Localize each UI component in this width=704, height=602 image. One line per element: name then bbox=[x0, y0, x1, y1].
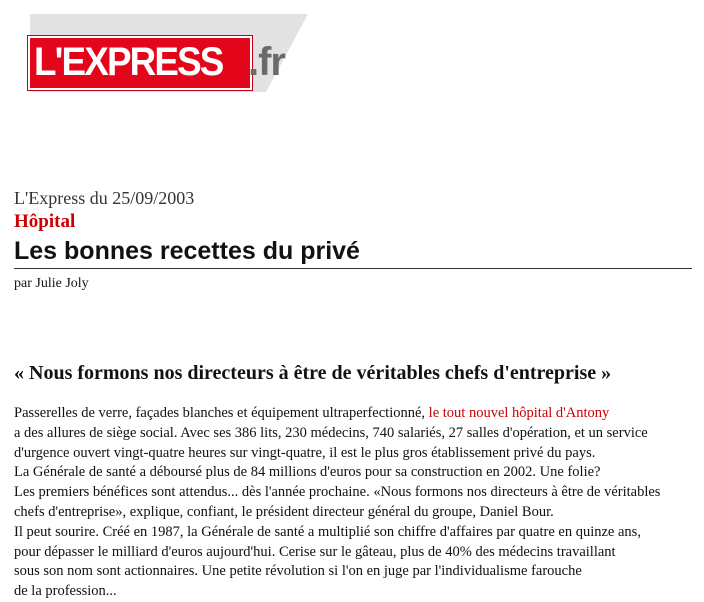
body-line: a des allures de siège social. Avec ses 386 lits, 230 médecins, 740 salariés, 27 salles d'opération, et un service bbox=[14, 424, 648, 441]
body-line: La Générale de santé a déboursé plus de 84 millions d'euros pour sa construction en 2002. Une folie? bbox=[14, 464, 601, 481]
article-headline: Les bonnes recettes du privé bbox=[14, 236, 692, 269]
body-line: de la profession... bbox=[14, 583, 117, 600]
body-line bbox=[14, 404, 704, 424]
site-logo[interactable] bbox=[26, 14, 308, 92]
logo-wordmark: L'EXPRESS bbox=[34, 40, 223, 84]
article-dateline: L'Express du 25/09/2003 bbox=[14, 188, 195, 208]
body-line-text: Passerelles de verre, façades blanches et équipement ultraperfectionné, bbox=[14, 405, 426, 421]
body-line: d'urgence ouvert vingt-quatre heures sur vingt-quatre, il est le plus gros établissement privé du pays. bbox=[14, 444, 596, 461]
logo-domain-suffix: .fr bbox=[248, 40, 285, 84]
article-pullquote: « Nous formons nos directeurs à être de véritables chefs d'entreprise » bbox=[14, 362, 612, 384]
body-line: Les premiers bénéfices sont attendus... dès l'année prochaine. «Nous formons nos directeurs à être de véritables bbox=[14, 484, 661, 501]
body-line: sous son nom sont actionnaires. Une petite révolution si l'on en juge par l'individualisme farouche bbox=[14, 563, 582, 580]
article-rubric: Hôpital bbox=[14, 211, 76, 232]
antony-hospital-link[interactable]: le tout nouvel hôpital d'Antony bbox=[428, 405, 610, 421]
article-byline: par Julie Joly bbox=[14, 276, 89, 291]
body-line: Il peut sourire. Créé en 1987, la Générale de santé a multiplié son chiffre d'affaires par quatre en quinze ans, bbox=[14, 523, 641, 540]
body-line: chefs d'entreprise», explique, confiant, le président directeur général du groupe, Daniel Bour. bbox=[14, 503, 554, 520]
article-body bbox=[14, 404, 704, 602]
body-line: pour dépasser le milliard d'euros aujourd'hui. Cerise sur le gâteau, plus de 40% des médecins travaillant bbox=[14, 543, 616, 560]
